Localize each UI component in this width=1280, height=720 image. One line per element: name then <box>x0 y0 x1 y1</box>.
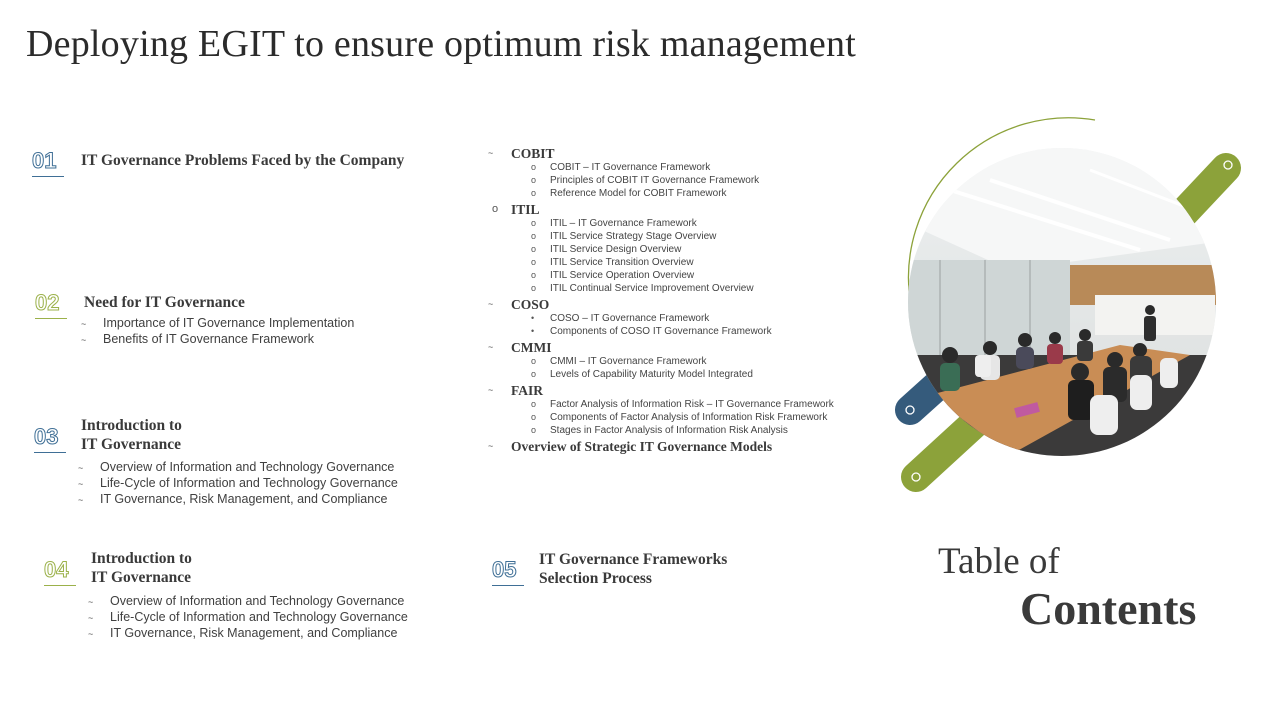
list-item: ~ Life-Cycle of Information and Technology Governance <box>88 609 408 625</box>
framework-coso-items <box>488 312 878 338</box>
framework-cobit-items <box>488 161 878 200</box>
list-item: o Levels of Capability Maturity Model Integrated <box>531 369 753 380</box>
page-title: Deploying EGIT to ensure optimum risk management <box>26 23 856 65</box>
section-title-04: Introduction to IT Governance <box>91 550 192 586</box>
section-title-03: Introduction to IT Governance <box>81 417 182 453</box>
list-item: o ITIL Service Operation Overview <box>531 270 695 281</box>
list-item: o Principles of COBIT IT Governance Framework <box>531 175 760 186</box>
list-item: o ITIL Service Design Overview <box>531 244 682 255</box>
framework-cmmi-items <box>488 355 878 381</box>
list-item: ~ Benefits of IT Governance Framework <box>81 331 354 347</box>
section-bullets-04 <box>88 593 408 641</box>
section-bullets-02 <box>81 315 354 347</box>
section-number-05: 05 <box>492 557 516 583</box>
section-number-03: 03 <box>34 424 58 450</box>
section-number-01: 01 <box>32 148 56 174</box>
list-item: o COBIT – IT Governance Framework <box>531 162 711 173</box>
framework-itil: o ITIL <box>492 202 540 217</box>
framework-cobit: ~ COBIT <box>488 146 555 161</box>
list-item: o CMMI – IT Governance Framework <box>531 356 707 367</box>
list-item: ~ Importance of IT Governance Implementation <box>81 315 354 331</box>
framework-itil-items <box>488 217 878 295</box>
toc-heading-line1: Table of <box>938 541 1060 582</box>
list-item: • COSO – IT Governance Framework <box>531 313 710 324</box>
list-item: • Components of COSO IT Governance Framework <box>531 326 772 337</box>
list-item: ~ Overview of Information and Technology Governance <box>88 593 408 609</box>
framework-fair: ~ FAIR <box>488 383 543 398</box>
list-item: o ITIL Service Transition Overview <box>531 257 694 268</box>
section-title-05: IT Governance Frameworks Selection Process <box>539 551 728 587</box>
framework-coso: ~ COSO <box>488 297 550 312</box>
framework-cmmi: ~ CMMI <box>488 340 552 355</box>
list-item: o Stages in Factor Analysis of Information Risk Analysis <box>531 425 788 436</box>
frameworks-list <box>488 146 878 454</box>
list-item: ~ IT Governance, Risk Management, and Compliance <box>88 625 408 641</box>
list-item: ~ IT Governance, Risk Management, and Compliance <box>78 491 398 507</box>
list-item: o Factor Analysis of Information Risk – IT Governance Framework <box>531 399 834 410</box>
framework-overview: ~ Overview of Strategic IT Governance Models <box>488 439 773 454</box>
list-item: o ITIL – IT Governance Framework <box>531 218 697 229</box>
section-bullets-03 <box>78 459 398 507</box>
section-number-02: 02 <box>35 290 59 316</box>
list-item: o Reference Model for COBIT Framework <box>531 188 727 199</box>
section-title-02: Need for IT Governance <box>84 294 245 311</box>
toc-heading-line2: Contents <box>1020 583 1197 634</box>
section-number-04: 04 <box>44 557 68 583</box>
list-item: ~ Life-Cycle of Information and Technology Governance <box>78 475 398 491</box>
framework-fair-items <box>488 398 878 437</box>
meeting-photo <box>890 140 1230 475</box>
list-item: o ITIL Service Strategy Stage Overview <box>531 231 717 242</box>
list-item: o ITIL Continual Service Improvement Overview <box>531 283 754 294</box>
list-item: o Components of Factor Analysis of Information Risk Framework <box>531 412 828 423</box>
meeting-room-graphic <box>890 110 1260 500</box>
section-title-01: IT Governance Problems Faced by the Company <box>81 152 405 169</box>
list-item: ~ Overview of Information and Technology Governance <box>78 459 398 475</box>
